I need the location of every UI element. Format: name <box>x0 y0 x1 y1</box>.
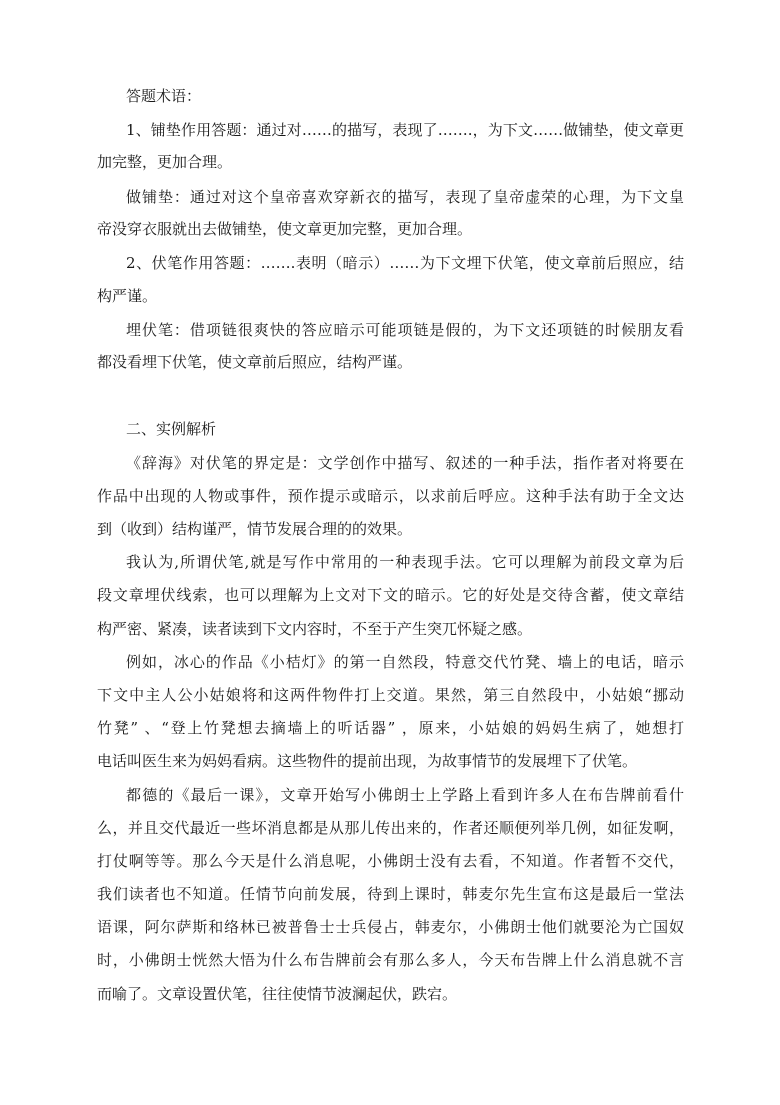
paragraph-line: 加完整，更加合理。 <box>97 153 233 171</box>
section-heading: 二、实例解析 <box>126 420 217 438</box>
paragraph-line: 埋伏笔：借项链很爽快的答应暗示可能项链是假的，为下文还项链的时候朋友看 <box>126 321 684 339</box>
paragraph-line: 1、铺垫作用答题：通过对……的描写，表现了…….，为下文……做铺垫，使文章更 <box>126 121 684 139</box>
paragraph-line: 做铺垫：通过对这个皇帝喜欢穿新衣的描写，表现了皇帝虚荣的心理，为下文皇 <box>126 188 684 206</box>
paragraph-line: 打仗啊等等。那么今天是什么消息呢，小佛朗士没有去看，不知道。作者暂不交代， <box>97 852 684 870</box>
paragraph-line: 作品中出现的人物或事件，预作提示或暗示，以求前后呼应。这种手法有助于全文达 <box>97 487 684 505</box>
paragraph-line: 语课，阿尔萨斯和络林已被普鲁士士兵侵占，韩麦尔，小佛朗士他们就要沦为亡国奴 <box>97 918 684 936</box>
paragraph-line: 构严谨。 <box>97 287 158 305</box>
paragraph-line: 构严密、紧凑，读者读到下文内容时，不至于产生突兀怀疑之感。 <box>97 620 533 638</box>
paragraph-line: 下文中主人公小姑娘将和这两件物件打上交道。果然，第三自然段中，小姑娘“挪动 <box>97 686 684 704</box>
paragraph-line: 时，小佛朗士恍然大悟为什么布告牌前会有那么多人，今天布告牌上什么消息就不言 <box>97 951 684 969</box>
paragraph-line: 电话叫医生来为妈妈看病。这些物件的提前出现，为故事情节的发展埋下了伏笔。 <box>97 752 638 770</box>
paragraph-line: 我们读者也不知道。任情节向前发展，待到上课时，韩麦尔先生宣布这是最后一堂法 <box>97 885 684 903</box>
paragraph-line: 竹凳” 、“登上竹凳想去摘墙上的听话器” ，原来，小姑娘的妈妈生病了，她想打 <box>97 719 684 737</box>
paragraph-line: 到（收到）结构谨严，情节发展合理的的效果。 <box>97 520 413 538</box>
paragraph-line: 都没看埋下伏笔，使文章前后照应，结构严谨。 <box>97 353 413 371</box>
paragraph-line: 我认为,所谓伏笔,就是写作中常用的一种表现手法。它可以理解为前段文章为后 <box>126 553 684 571</box>
paragraph-line: 都德的《最后一课》，文章开始写小佛朗士上学路上看到许多人在布告牌前看什 <box>126 786 684 804</box>
paragraph-line: 么，并且交代最近一些坏消息都是从那儿传出来的，作者还顺便列举几例，如征发啊， <box>97 819 684 837</box>
paragraph-line: 段文章埋伏线索，也可以理解为上文对下文的暗示。它的好处是交待含蓄，使文章结 <box>97 586 684 604</box>
paragraph-line: 而喻了。文章设置伏笔，往往使情节波澜起伏，跌宕。 <box>97 985 458 1003</box>
paragraph-line: 2、伏笔作用答题：…….表明（暗示）……为下文埋下伏笔，使文章前后照应，结 <box>126 254 684 272</box>
section-heading: 答题术语： <box>126 87 202 105</box>
paragraph-line: 帝没穿衣服就出去做铺垫，使文章更加完整，更加合理。 <box>97 220 473 238</box>
paragraph-line: 《辞海》对伏笔的界定是：文学创作中描写、叙述的一种手法，指作者对将要在 <box>126 454 684 472</box>
paragraph-line: 例如，冰心的作品《小桔灯》的第一自然段，特意交代竹凳、墙上的电话，暗示 <box>126 653 684 671</box>
